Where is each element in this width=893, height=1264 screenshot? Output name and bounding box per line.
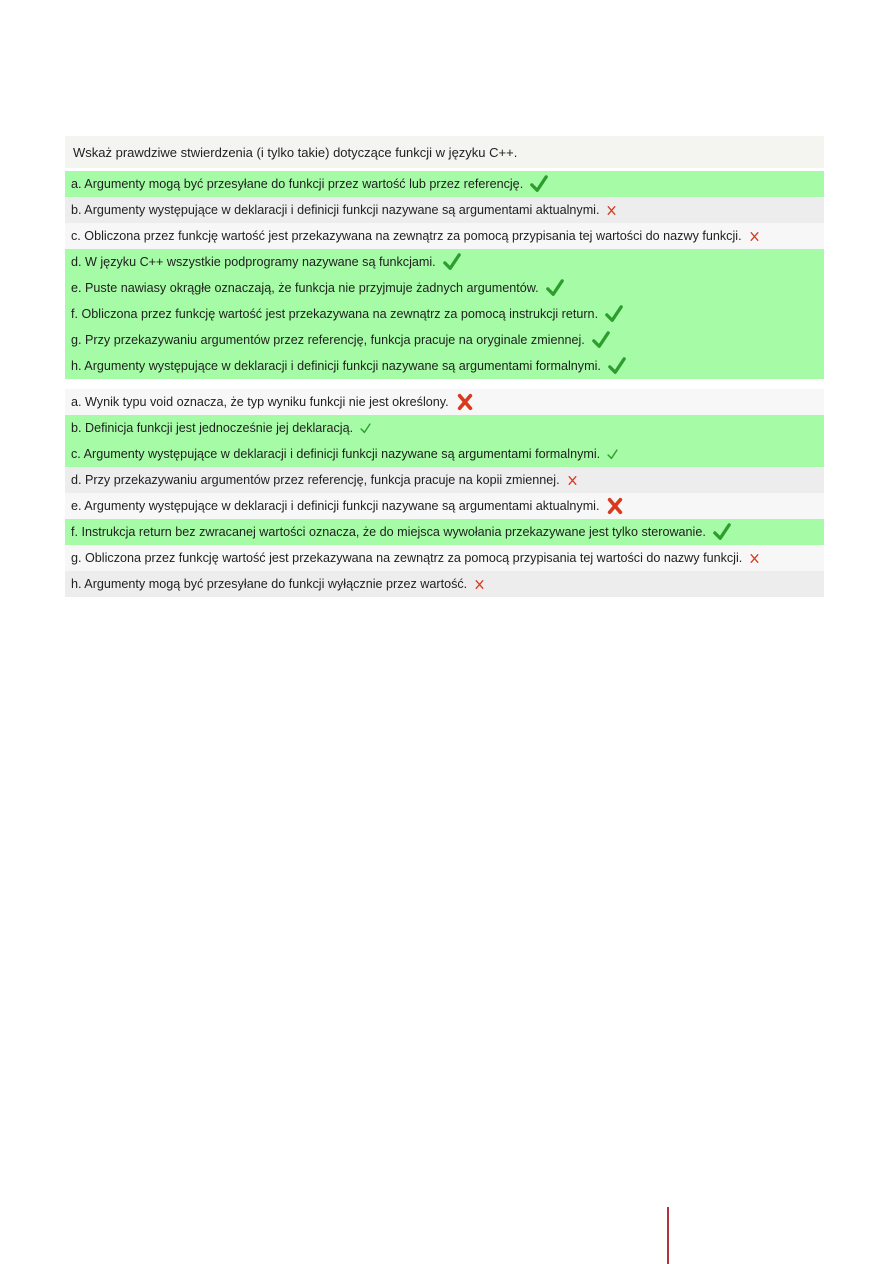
answer-row [65,571,824,597]
answer-row [65,519,824,545]
answer-text: a. Wynik typu void oznacza, że typ wyniku funkcji nie jest określony. [71,395,449,409]
check-icon [607,449,618,460]
answers-block-1 [65,171,824,379]
check-icon [605,305,623,323]
answer-row [65,197,824,223]
answer-text: c. Obliczona przez funkcję wartość jest przekazywana na zewnątrz za pomocą przypisania tej wartości do nazwy funkcji. [71,229,742,243]
cross-icon [606,497,624,515]
cross-icon [474,579,485,590]
answer-text: h. Argumenty mogą być przesyłane do funkcji wyłącznie przez wartość. [71,577,468,591]
answer-row [65,415,824,441]
answer-text: b. Argumenty występujące w deklaracji i definicji funkcji nazywane są argumentami aktualnymi. [71,203,600,217]
answer-text: g. Przy przekazywaniu argumentów przez referencję, funkcja pracuje na oryginale zmiennej. [71,333,585,347]
answer-row [65,301,824,327]
block-separator [65,379,824,389]
answer-row [65,249,824,275]
footer-divider-line [667,1207,669,1264]
answer-row [65,493,824,519]
answer-row [65,441,824,467]
answer-row [65,353,824,379]
answer-text: e. Argumenty występujące w deklaracji i definicji funkcji nazywane są argumentami aktualnymi. [71,499,600,513]
check-icon [592,331,610,349]
answer-text: c. Argumenty występujące w deklaracji i definicji funkcji nazywane są argumentami formalnymi. [71,447,601,461]
check-icon [608,357,626,375]
answers-block-2 [65,389,824,597]
cross-icon [606,205,617,216]
check-icon [713,523,731,541]
answer-text: a. Argumenty mogą być przesyłane do funkcji przez wartość lub przez referencję. [71,177,524,191]
cross-icon [749,231,760,242]
answer-row [65,223,824,249]
check-icon [443,253,461,271]
answer-text: e. Puste nawiasy okrągłe oznaczają, że funkcja nie przyjmuje żadnych argumentów. [71,281,539,295]
cross-icon [456,393,474,411]
cross-icon [567,475,578,486]
answer-text: f. Obliczona przez funkcję wartość jest przekazywana na zewnątrz za pomocą instrukcji return. [71,307,599,321]
check-icon [360,423,371,434]
answer-text: h. Argumenty występujące w deklaracji i definicji funkcji nazywane są argumentami formalnymi. [71,359,601,373]
question-text: Wskaż prawdziwe stwierdzenia (i tylko takie) dotyczące funkcji w języku C++. [65,136,824,168]
check-icon [530,175,548,193]
answer-text: b. Definicja funkcji jest jednocześnie jej deklaracją. [71,421,354,435]
cross-icon [749,553,760,564]
check-icon [546,279,564,297]
answer-text: f. Instrukcja return bez zwracanej wartości oznacza, że do miejsca wywołania przekazywane jest tylko sterowanie. [71,525,706,539]
answer-text: g. Obliczona przez funkcję wartość jest przekazywana na zewnątrz za pomocą przypisania tej wartości do nazwy funkcji. [71,551,743,565]
quiz-sheet [65,136,824,597]
answer-text: d. W języku C++ wszystkie podprogramy nazywane są funkcjami. [71,255,436,269]
answer-row [65,327,824,353]
answer-row [65,171,824,197]
answer-row [65,275,824,301]
answer-row [65,467,824,493]
answer-text: d. Przy przekazywaniu argumentów przez referencję, funkcja pracuje na kopii zmiennej. [71,473,560,487]
answer-row [65,545,824,571]
answer-row [65,389,824,415]
